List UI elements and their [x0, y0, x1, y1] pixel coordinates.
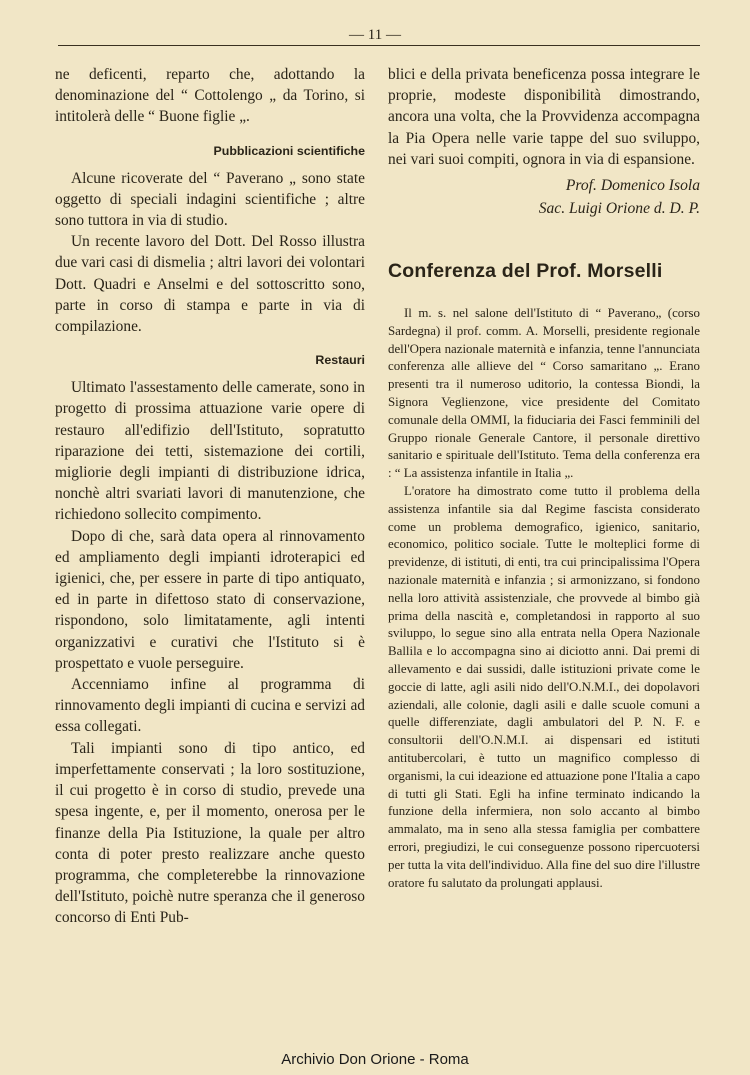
signature-line: Prof. Domenico Isola: [565, 177, 700, 195]
section-heading-restauri: Restauri: [315, 353, 365, 368]
page-number: — 11 —: [0, 27, 750, 44]
right-column: [388, 64, 700, 892]
body-paragraph: Ultimato l'assestamento delle camerate, sono in progetto di prossima attuazione varie opere di restauro all'edifizio dell'Istituto, sopratutto riparazione dei tetti, sistemazione dei cortili, migliorie degli impianti di distribuzione idrica, nonchè altri svariati lavori di manutenzione, che richiedono sollecito compimento.: [55, 379, 365, 524]
body-paragraph: Un recente lavoro del Dott. Del Rosso illustra due vari casi di dismelia ; altri lavori dei volontari Dott. Quadri e Anselmi e del sottoscritto sono, parte in corso di stampa e parte in via di compilazione.: [55, 233, 365, 336]
section-heading-pubblicazioni: Pubblicazioni scientifiche: [213, 143, 365, 158]
left-column: [55, 64, 365, 929]
archive-footer: Archivio Don Orione - Roma: [281, 1051, 469, 1068]
header-rule: [58, 45, 700, 46]
intro-paragraph: ne deficenti, reparto che, adottando la denominazione del “ Cottolengo „ da Torino, si intitolerà delle “ Buone figlie „.: [55, 66, 365, 126]
body-paragraph: Tali impianti sono di tipo antico, ed imperfettamente conservati ; la loro sostituzione, il cui progetto è in corso di studio, prevede una spesa ingente, e, per il momento, onerosa per le finanze della Pia Istituzione, la quale per altro conta di poter presto realizzare anche questo programma, che completerebbe la rinnovazione dell'Istituto, poichè nutre speranza che il generoso concorso di Enti Pub-: [55, 739, 365, 927]
signature-block: [388, 174, 700, 220]
body-paragraph: Alcune ricoverate del “ Paverano „ sono state oggetto di speciali indagini scientifiche ; altre sono tuttora in via di studio.: [55, 169, 365, 230]
continuation-paragraph: blici e della privata beneficenza possa integrare le proprie, modeste disponibilità dimostrando, ancora una volta, che la Provvidenza accompagna la Pia Opera nelle varie tappe del suo sviluppo, nei vari suoi compiti, ognora in via di espansione.: [388, 66, 700, 168]
signature-line: Sac. Luigi Orione d. D. P.: [538, 200, 700, 218]
body-paragraph: Dopo di che, sarà data opera al rinnovamento ed ampliamento degli impianti idroterapici ed igienici, che, per essere in parte di tipo antiquato, ed in parte in difettoso stato di conservazione, rispondono, solo limitatamente, agli intenti organizzativi e curativi che l'Istituto si è prospettato e vuole perseguire.: [55, 527, 365, 672]
article-title: Conferenza del Prof. Morselli: [388, 260, 663, 283]
body-paragraph: Accenniamo infine al programma di rinnovamento degli impianti di cucina e servizi ad essa collegati.: [55, 676, 365, 736]
article-paragraph: Il m. s. nel salone dell'Istituto di “ Paverano„ (corso Sardegna) il prof. comm. A. Morselli, presidente regionale dell'Opera nazionale maternità e infanzia, tenne l'annunciata conferenza alle allieve del “ Corso samaritano „. Erano presenti tra il numeroso uditorio, la contessa Biondi, la Signora Veglienzone, vice presidente del Comitato comunale della OMMI, la fiduciaria dei Fasci femminili del Gruppo rionale Generale Cantore, il personale direttivo sanitario e spirituale dell'Istituto. Tema della conferenza era : “ La assistenza infantile in Italia „.: [388, 306, 700, 481]
article-paragraph: L'oratore ha dimostrato come tutto il problema della assistenza infantile sia dal Regime fascista considerato come un problema demografico, igienico, sanitario, economico, politico sociale. Tutte le molteplici forme di previdenze, di istituti, di enti, tra cui principalissima l'Opera nazionale maternità e infanzia ; si armonizzano, si fondono nella loro attività assistenziale, che provvede al bimbo già prima della nascità e, completandosi in rapporto al suo sviluppo, lo segue sino alla entrata nella Opera Nazionale Ballila e lo accompagna sino ai diciotto anni. Dai premi di allevamento e dai sussidi, dalle istituzioni private come le goccie di latte, agli asili nido dell'O.N.M.I., dei dopolavori aziendali, alle colonie, dagli asili e dalle scuole comuni a quelle differenziate, dagli ambulatori del P. N. F. e consultorii dell'O.N.M.I. ai dispensari ed istituti antitubercolari, è tutto un magnifico complesso di organismi, la cui ideazione ed attuazione pone l'Italia a capo di tutti gli Stati. Egli ha infine terminato indicando la funzione della infermiera, non solo accanto al bimbo ammalato, ma in seno alla stessa famiglia per combattere errori, pregiudizi, le cui conseguenze possono ripercuotersi per tutta la vita dell'individuo. Alla fine del suo dire l'illustre oratore fu salutato da prolungati applausi.: [388, 483, 700, 890]
